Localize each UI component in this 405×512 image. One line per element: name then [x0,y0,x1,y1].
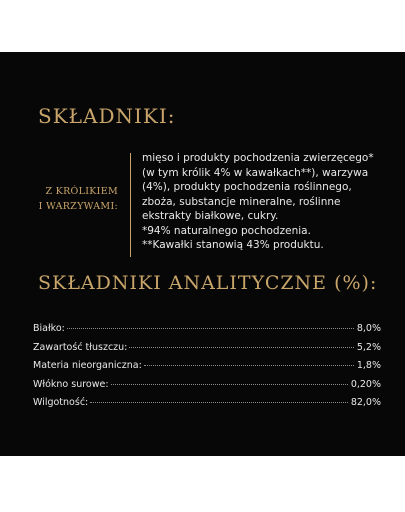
row-label: Włókno surowe: [33,378,109,390]
variant-label-line-2: I WARZYWAMI: [38,201,118,212]
composition-line: *94% naturalnego pochodzenia. [142,224,311,237]
divider-line [130,153,131,257]
dot-leader [129,347,353,348]
analytical-row-fibre [33,379,381,398]
row-value: 1,8% [356,360,381,372]
composition-line: (w tym królik 4% w kawałkach**), warzywa [142,166,369,179]
row-label: Wilgotność: [33,397,89,409]
composition-text [142,151,392,253]
row-value: 82,0% [350,397,381,409]
analytical-row-moisture [33,397,381,416]
composition-line: (4%), produkty pochodzenia roślinnego, [142,181,352,193]
row-value: 0,20% [350,378,381,390]
composition-line: **Kawałki stanowią 43% produktu. [142,239,324,251]
analytical-row-protein [33,323,381,342]
row-value: 5,2% [356,341,381,353]
row-label: Białko: [33,323,65,334]
ingredients-panel [0,52,405,456]
analytical-row-fat [33,342,381,361]
composition-line: mięso i produkty pochodzenia zwierzęcego* [142,152,374,164]
composition-line: ekstrakty białkowe, cukry. [142,210,279,222]
composition-line: zboża, substancje mineralne, roślinne [142,195,341,208]
analytical-row-ash [33,360,381,379]
ingredients-title: SKŁADNIKI: [38,104,176,128]
analytical-table [33,323,381,416]
variant-label [30,184,118,214]
dot-leader [67,328,354,329]
row-value: 8,0% [356,323,381,334]
row-label: Materia nieorganiczna: [33,360,142,372]
dot-leader [111,384,348,385]
dot-leader [90,402,348,403]
analytical-title: SKŁADNIKI ANALITYCZNE (%): [38,272,378,294]
variant-label-line-1: Z KRÓLIKIEM [45,186,118,197]
row-label: Zawartość tłuszczu: [33,341,128,353]
dot-leader [144,365,354,366]
